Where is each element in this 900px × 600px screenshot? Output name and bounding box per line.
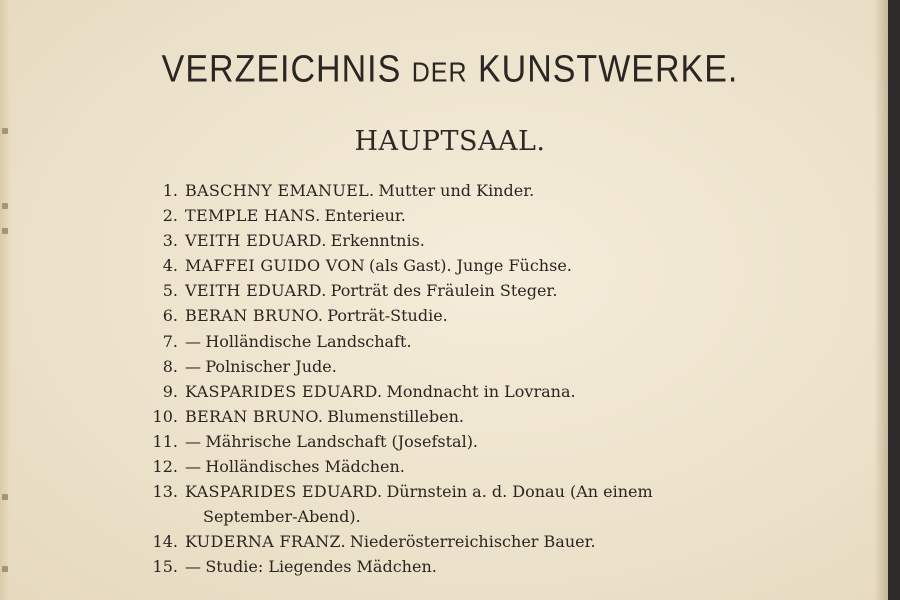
artwork-list bbox=[150, 178, 790, 580]
entry-artist: BERAN BRUNO. bbox=[185, 306, 324, 326]
entry-body bbox=[185, 178, 534, 203]
entry-artist: — bbox=[185, 331, 202, 351]
entry-artist: BERAN BRUNO. bbox=[185, 406, 324, 426]
list-item bbox=[150, 404, 790, 429]
page-title-part: KUNSTWERKE. bbox=[467, 48, 739, 91]
list-item bbox=[150, 354, 790, 379]
entry-title: Holländisches Mädchen. bbox=[205, 457, 405, 477]
entry-number: 5. bbox=[162, 281, 178, 301]
entry-body bbox=[185, 429, 478, 454]
entry-body bbox=[185, 529, 596, 554]
list-item bbox=[150, 253, 790, 278]
entry-title-continuation: September-Abend). bbox=[203, 507, 361, 527]
entry-artist: KASPARIDES EDUARD. bbox=[185, 381, 383, 401]
list-item bbox=[150, 278, 790, 303]
entry-body bbox=[185, 278, 557, 303]
list-item bbox=[150, 178, 790, 203]
entry-artist: VEITH EDUARD. bbox=[185, 281, 327, 301]
list-item bbox=[150, 303, 790, 328]
entry-title: Polnischer Jude. bbox=[205, 356, 337, 376]
binding-mark bbox=[2, 203, 8, 209]
section-title: HAUPTSAAL. bbox=[354, 126, 546, 157]
entry-body bbox=[185, 354, 337, 379]
entry-artist: MAFFEI GUIDO VON bbox=[185, 256, 366, 276]
list-item bbox=[150, 429, 790, 454]
entry-number: 1. bbox=[162, 181, 178, 200]
list-item bbox=[150, 454, 790, 479]
entry-title: Erkenntnis. bbox=[330, 231, 425, 251]
entry-body bbox=[185, 228, 425, 253]
entry-number: 13. bbox=[152, 482, 178, 502]
entry-artist: — bbox=[185, 356, 202, 376]
list-item bbox=[150, 329, 790, 354]
entry-body bbox=[185, 203, 406, 228]
entry-number: 7. bbox=[162, 331, 178, 351]
entry-body bbox=[185, 253, 572, 278]
entry-number: 3. bbox=[162, 231, 178, 251]
entry-number: 2. bbox=[162, 206, 178, 226]
entry-number: 4. bbox=[162, 256, 178, 276]
entry-body bbox=[185, 329, 412, 354]
list-item bbox=[150, 379, 790, 404]
entry-artist: VEITH EDUARD. bbox=[185, 231, 327, 251]
entry-title: Enterieur. bbox=[324, 206, 406, 226]
list-item bbox=[150, 554, 790, 579]
page-title bbox=[0, 48, 900, 92]
entry-body bbox=[185, 303, 448, 328]
list-item bbox=[150, 228, 790, 253]
entry-body bbox=[185, 454, 405, 479]
entry-title: Porträt des Fräulein Steger. bbox=[330, 281, 558, 301]
entry-title: (als Gast). Junge Füchse. bbox=[369, 256, 572, 276]
entry-title: Holländische Landschaft. bbox=[205, 331, 412, 351]
entry-number: 8. bbox=[162, 356, 178, 376]
entry-title: Studie: Liegendes Mädchen. bbox=[205, 557, 437, 577]
entry-artist: KUDERNA FRANZ. bbox=[185, 532, 346, 552]
page-title-part: DER bbox=[411, 56, 468, 89]
entry-artist: TEMPLE HANS. bbox=[185, 206, 321, 226]
entry-number: 12. bbox=[152, 457, 178, 477]
entry-artist: — bbox=[185, 457, 202, 477]
entry-title: Mährische Landschaft (Josefstal). bbox=[205, 431, 479, 451]
list-item bbox=[150, 529, 790, 554]
entry-number: 10. bbox=[152, 406, 178, 426]
entry-number: 11. bbox=[152, 431, 178, 451]
list-item bbox=[150, 479, 790, 529]
entry-body bbox=[185, 479, 653, 529]
entry-title: Mondnacht in Lovrana. bbox=[386, 381, 576, 401]
entry-number: 15. bbox=[152, 557, 178, 577]
entry-number: 14. bbox=[152, 532, 178, 552]
entry-title: Blumenstilleben. bbox=[327, 406, 464, 426]
entry-artist: — bbox=[185, 557, 202, 577]
binding-mark bbox=[2, 566, 8, 572]
page-title-part: VERZEICHNIS bbox=[161, 48, 412, 91]
entry-artist: BASCHNY EMANUEL. bbox=[185, 181, 375, 200]
entry-artist: — bbox=[185, 431, 202, 451]
entry-body bbox=[185, 554, 437, 579]
entry-number: 9. bbox=[162, 381, 178, 401]
entry-artist: KASPARIDES EDUARD. bbox=[185, 482, 383, 502]
entry-body bbox=[185, 379, 576, 404]
binding-mark bbox=[2, 228, 8, 234]
binding-mark bbox=[2, 494, 8, 500]
entry-number: 6. bbox=[162, 306, 178, 326]
entry-body bbox=[185, 404, 464, 429]
entry-title: Niederösterreichischer Bauer. bbox=[349, 532, 596, 552]
entry-title: Mutter und Kinder. bbox=[378, 181, 535, 200]
list-item bbox=[150, 203, 790, 228]
entry-title: Dürnstein a. d. Donau (An einem bbox=[386, 482, 653, 502]
entry-title: Porträt-Studie. bbox=[327, 306, 448, 326]
